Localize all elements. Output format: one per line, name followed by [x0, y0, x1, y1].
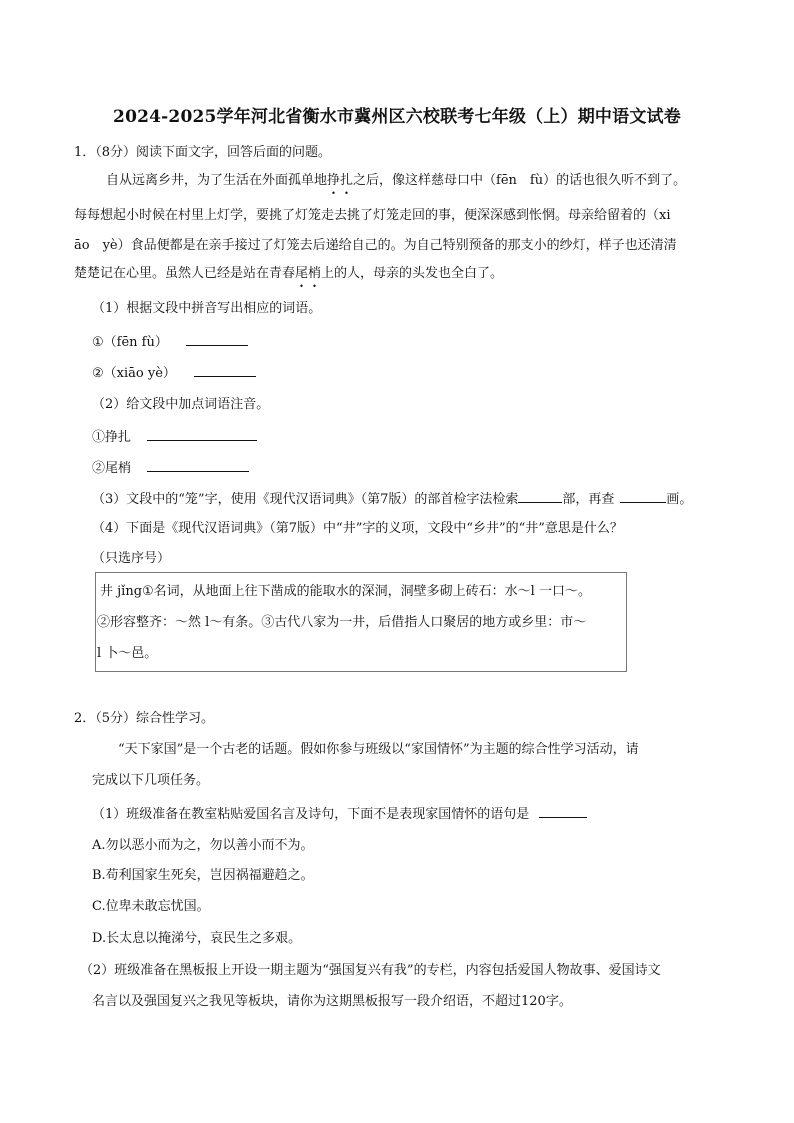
dotted-char: 扎 — [340, 173, 354, 188]
dotted-char: 挣 — [327, 173, 341, 188]
dictionary-entry-line-3: l 卜～邑。 — [97, 646, 158, 661]
option-d: D.长太息以掩涕兮，哀民生之多艰。 — [92, 931, 302, 946]
q1-passage-line-2: 每每想起小时候在村里上灯学，要挑了灯笼走去挑了灯笼走回的事，便深深感到怅惘。母亲给留着的（xi — [74, 208, 671, 223]
q1-sub1-b: ②（xiāo yè） — [92, 362, 256, 384]
dictionary-entry-line-1: 井 jǐng①名词，从地面上往下凿成的能取水的深洞，洞壁多砌上砖石：水～l 一口～。 — [100, 584, 591, 599]
option-a: A.勿以恶小而为之，勿以善小而不为。 — [92, 838, 314, 853]
answer-blank[interactable] — [147, 426, 257, 441]
q1-sub3: （3）文段中的“笼”字，使用《现代汉语词典》（第7版）的部首检字法检索 部，再查 画。 — [92, 488, 692, 510]
q2-intro-line-2: 完成以下几项任务。 — [92, 773, 210, 788]
dotted-char: 尾 — [295, 266, 309, 281]
q1-sub1: （1）根据文段中拼音写出相应的词语。 — [92, 301, 322, 316]
q2-sub2-line-1: （2）班级准备在黑板报上开设一期主题为“强国复兴有我”的专栏，内容包括爱国人物故事、爱国诗文 — [80, 963, 661, 978]
q1-sub2: （2）给文段中加点词语注音。 — [92, 397, 270, 412]
q1-passage-line-4: 楚楚记在心里。虽然人已经是站在青春尾梢上的人，母亲的头发也全白了。 — [74, 266, 504, 281]
answer-blank[interactable] — [539, 803, 587, 818]
option-b: B.苟利国家生死矣，岂因祸福避趋之。 — [92, 868, 314, 883]
dictionary-entry-line-2: ②形容整齐：～然 l～有条。③古代八家为一井，后借指人口聚居的地方或乡里：市～ — [97, 615, 587, 630]
q1-sub1-a: ①（fēn fù） — [92, 331, 248, 353]
q1-header: 1．（8分）阅读下面文字，回答后面的问题。 — [74, 145, 332, 160]
answer-blank[interactable] — [620, 488, 666, 503]
exam-title: 2024-2025学年河北省衡水市冀州区六校联考七年级（上）期中语文试卷 — [113, 107, 681, 127]
answer-blank[interactable] — [518, 488, 562, 503]
option-c: C.位卑未敢忘忧国。 — [92, 899, 210, 914]
q2-sub1: （1）班级准备在教室粘贴爱国名言及诗句，下面不是表现家国情怀的语句是 — [92, 803, 587, 825]
q1-sub2-b: ②尾梢 — [92, 457, 249, 479]
q1-passage-line-1: 自从远离乡井，为了生活在外面孤单地挣扎之后，像这样慈母口中（fēn fù）的话也很久听不到了。 — [106, 173, 687, 188]
answer-blank[interactable] — [147, 457, 249, 472]
dotted-char: 梢 — [308, 266, 322, 281]
q1-passage-line-3: āo yè）食品便都是在亲手接过了灯笼去后递给自己的。为自己特别预备的那支小的纱灯，样子也还清清 — [74, 238, 677, 253]
answer-blank[interactable] — [194, 362, 256, 377]
q2-sub2-line-2: 名言以及强国复兴之我见等板块，请你为这期黑板报写一段介绍语，不超过120字。 — [92, 994, 572, 1009]
q2-header: 2．（5分）综合性学习。 — [74, 711, 215, 726]
q2-intro-line-1: “天下家国”是一个古老的话题。假如你参与班级以“家国情怀”为主题的综合性学习活动，请 — [118, 742, 639, 757]
answer-blank[interactable] — [186, 331, 248, 346]
q1-sub4-line-1: （4）下面是《现代汉语词典》（第7版）中“井”字的义项，文段中“乡井”的“井”意思是什么？ — [92, 521, 623, 536]
q1-sub2-a: ①挣扎 — [92, 426, 257, 448]
q1-sub4-line-2: （只选序号） — [92, 551, 171, 566]
